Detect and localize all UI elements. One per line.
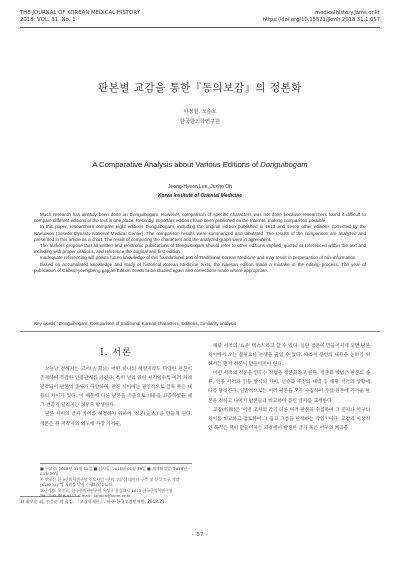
abstract-paragraph: Much research has already been done on Donguibogam. However, comparison of specific characters was not done because researchers found it difficult to compare different editions of the text in one place. Recently, important editions have been published on the Internet, making comparison possible. [34, 212, 366, 224]
affiliation-english: Korea Institute of Oriental Medicine [157, 193, 243, 199]
corresponding-author: 교신저자: 오준호, 한국한의학연구원 유성구 유성대로 1672 한국한의학연구원 [40, 487, 173, 493]
journal-url[interactable]: medicalhistory.jams.or.kr [315, 10, 380, 16]
title-en-prefix: A Comparative Analysis about Various Editions of [92, 160, 261, 169]
section-heading-introduction: Ⅰ. 서론 [100, 348, 132, 358]
right-column [208, 342, 370, 433]
journal-header-right [263, 10, 380, 24]
left-column [40, 342, 192, 429]
body-paragraph: 해당 서적의 '표준' 텍스트라고 할 수 있다. 일단 정본이 만들어지게 되면 판본 차이에서 오는 불필요한 논쟁을 줄일 수 있다. 따라서 문헌의 내용을 논하기 위해서는 먼저 정본이 만들어져야 한다. [208, 344, 370, 368]
footnote-divider [20, 496, 80, 497]
header-divider [20, 27, 380, 28]
keywords: Key words : Donguibogam, Comparison of traditional Korean characters, Editions, Similarity analysis [34, 321, 237, 326]
abstract-paragraph: The authors propose that all written and electronic publications of Donguibogam should refer to other editions implied, quoted or referenced within the text and including with proper citations, and reference the original and first edition. [34, 243, 366, 255]
funding-note: 본 연구는 한국한의학연구원 주요사업 "한의 고문헌 데이터 구축 및 분석 도구 개발(K18231)"의 지원을 받아 수행되었습니다. [40, 476, 180, 488]
submission-dates: ■ 투고일: 2018년 01월 12일 ■ 심사일: 2018년 01월 19일 ■ 게재확정일: 2018년 03월 20일 [40, 466, 187, 477]
contact-info: Tel : 042-868-9317 E-mail : jundoh@kiom.re.kr [40, 493, 131, 499]
article-title-korean: 판본별 교감을 통한『동의보감』의 정본화 [98, 82, 302, 94]
body-paragraph: 오늘날 전해지는 고서(古書)는 어떤 하나의 책일지라도 다양한 판본이 존재하여 복잡한 인용관계를 가진다. 특히 널리 읽힌 서적일수록 여러 차례 판각되어 판본의 종류가 다양하며, 판본 사이에는 필연적으로 글자 혹은 내용의 차이가 있다. 이 때문에 다른 판본을 기준으로 내용을 고증하였을 때 그 결과가 달라지는 경우도 발생한다. [40, 367, 192, 409]
body-paragraph: 어떤 서적의 정본을 만드는 작업을 정본화라고 한다. 정본화 방법은 판본의 종류, 인용 서적과 인용 방식의 차이, 선승과 후진의 내력 등 해당 서적의 상황에 따라 달라진다. 일반적으로는 여러 판본을 모두 수집하여 가장 원본에 가까운 판본을 정하고 나머지 판본들과 비교하여 틀린 글자를 교정한다. [208, 371, 370, 404]
abstract-paragraph: In this paper, researchers compare eight editions Donguibogam, including the original edition published in 1613 and seven other editions corrected by the Naeuiwon (Joseon Dynasty National Medical Center). The comparison results were summarized and tabulated. The results of the comparison are analyzed and presented in this article as a chart. The result of comparing the characters and the analyzed graph were in agreement. [34, 224, 366, 242]
doi-link[interactable]: https://doi.org/10.15521/jkmh.2018.31.1.057 [262, 17, 380, 23]
authors-korean: 이정현, 오준호 [183, 109, 217, 115]
body-paragraph: 교감(校勘)은 '어떤 고서의 각기 다른 여러 판본을 수집하여 그 문자나 어구의 차이를 비교하고 검토하여 그 옳고 그름을 판정하는 작업'¹⁾이다. 교감의 이상적인 목적은 책이 만들어지는 과정에서 발생한 글자 혹은 어구의 혜곡을 [208, 407, 370, 431]
abstract-paragraph: Based on accumulated knowledge and study of historical Korean Medicine texts, the Naesan edition made a mistake in the editing process. The year of publication of Gabsul-yoengbeng gapjan Edition needs to be studied again and corrections made where appropriate. [34, 261, 366, 273]
journal-volume: 2018. VOL. 31. No. 1 [20, 17, 76, 23]
abstract-paragraph: Inadequate referencing will pollute future knowledge of this foundational text of Traditional Korean Medicine and may result in perpetuation of mis-information. [40, 255, 357, 261]
article-title-english [0, 160, 400, 169]
body-paragraph: 판본 사이의 글자 차이를 해결하기 위하여 '정본(定本)'을 만들게 된다. 정본은 원 저작자의 의도에 가장 가까운, [40, 412, 192, 427]
page-number: – 57 – [192, 532, 208, 538]
footnote-box-divider [40, 463, 192, 464]
keywords-divider [20, 331, 380, 332]
affiliation-korean: 한국한의학연구원 [179, 119, 221, 125]
authors-english: Jeong-Hyeon Lee, Junho Oh [168, 184, 232, 190]
footnote-1: 1) 최오순 외, 선응순 외 옮김. 『교감학개론』. 아주-한국고전번역원, 2018:21. [20, 499, 166, 504]
submission-info-box [40, 466, 192, 498]
title-en-italic: Donguibogam [260, 160, 308, 169]
journal-name: THE JOURNAL OF KOREAN MEDICAL HISTORY [20, 10, 140, 16]
journal-header-left [20, 10, 140, 24]
abstract [34, 212, 366, 274]
left-body-text [40, 365, 192, 429]
right-body-text [208, 342, 370, 433]
